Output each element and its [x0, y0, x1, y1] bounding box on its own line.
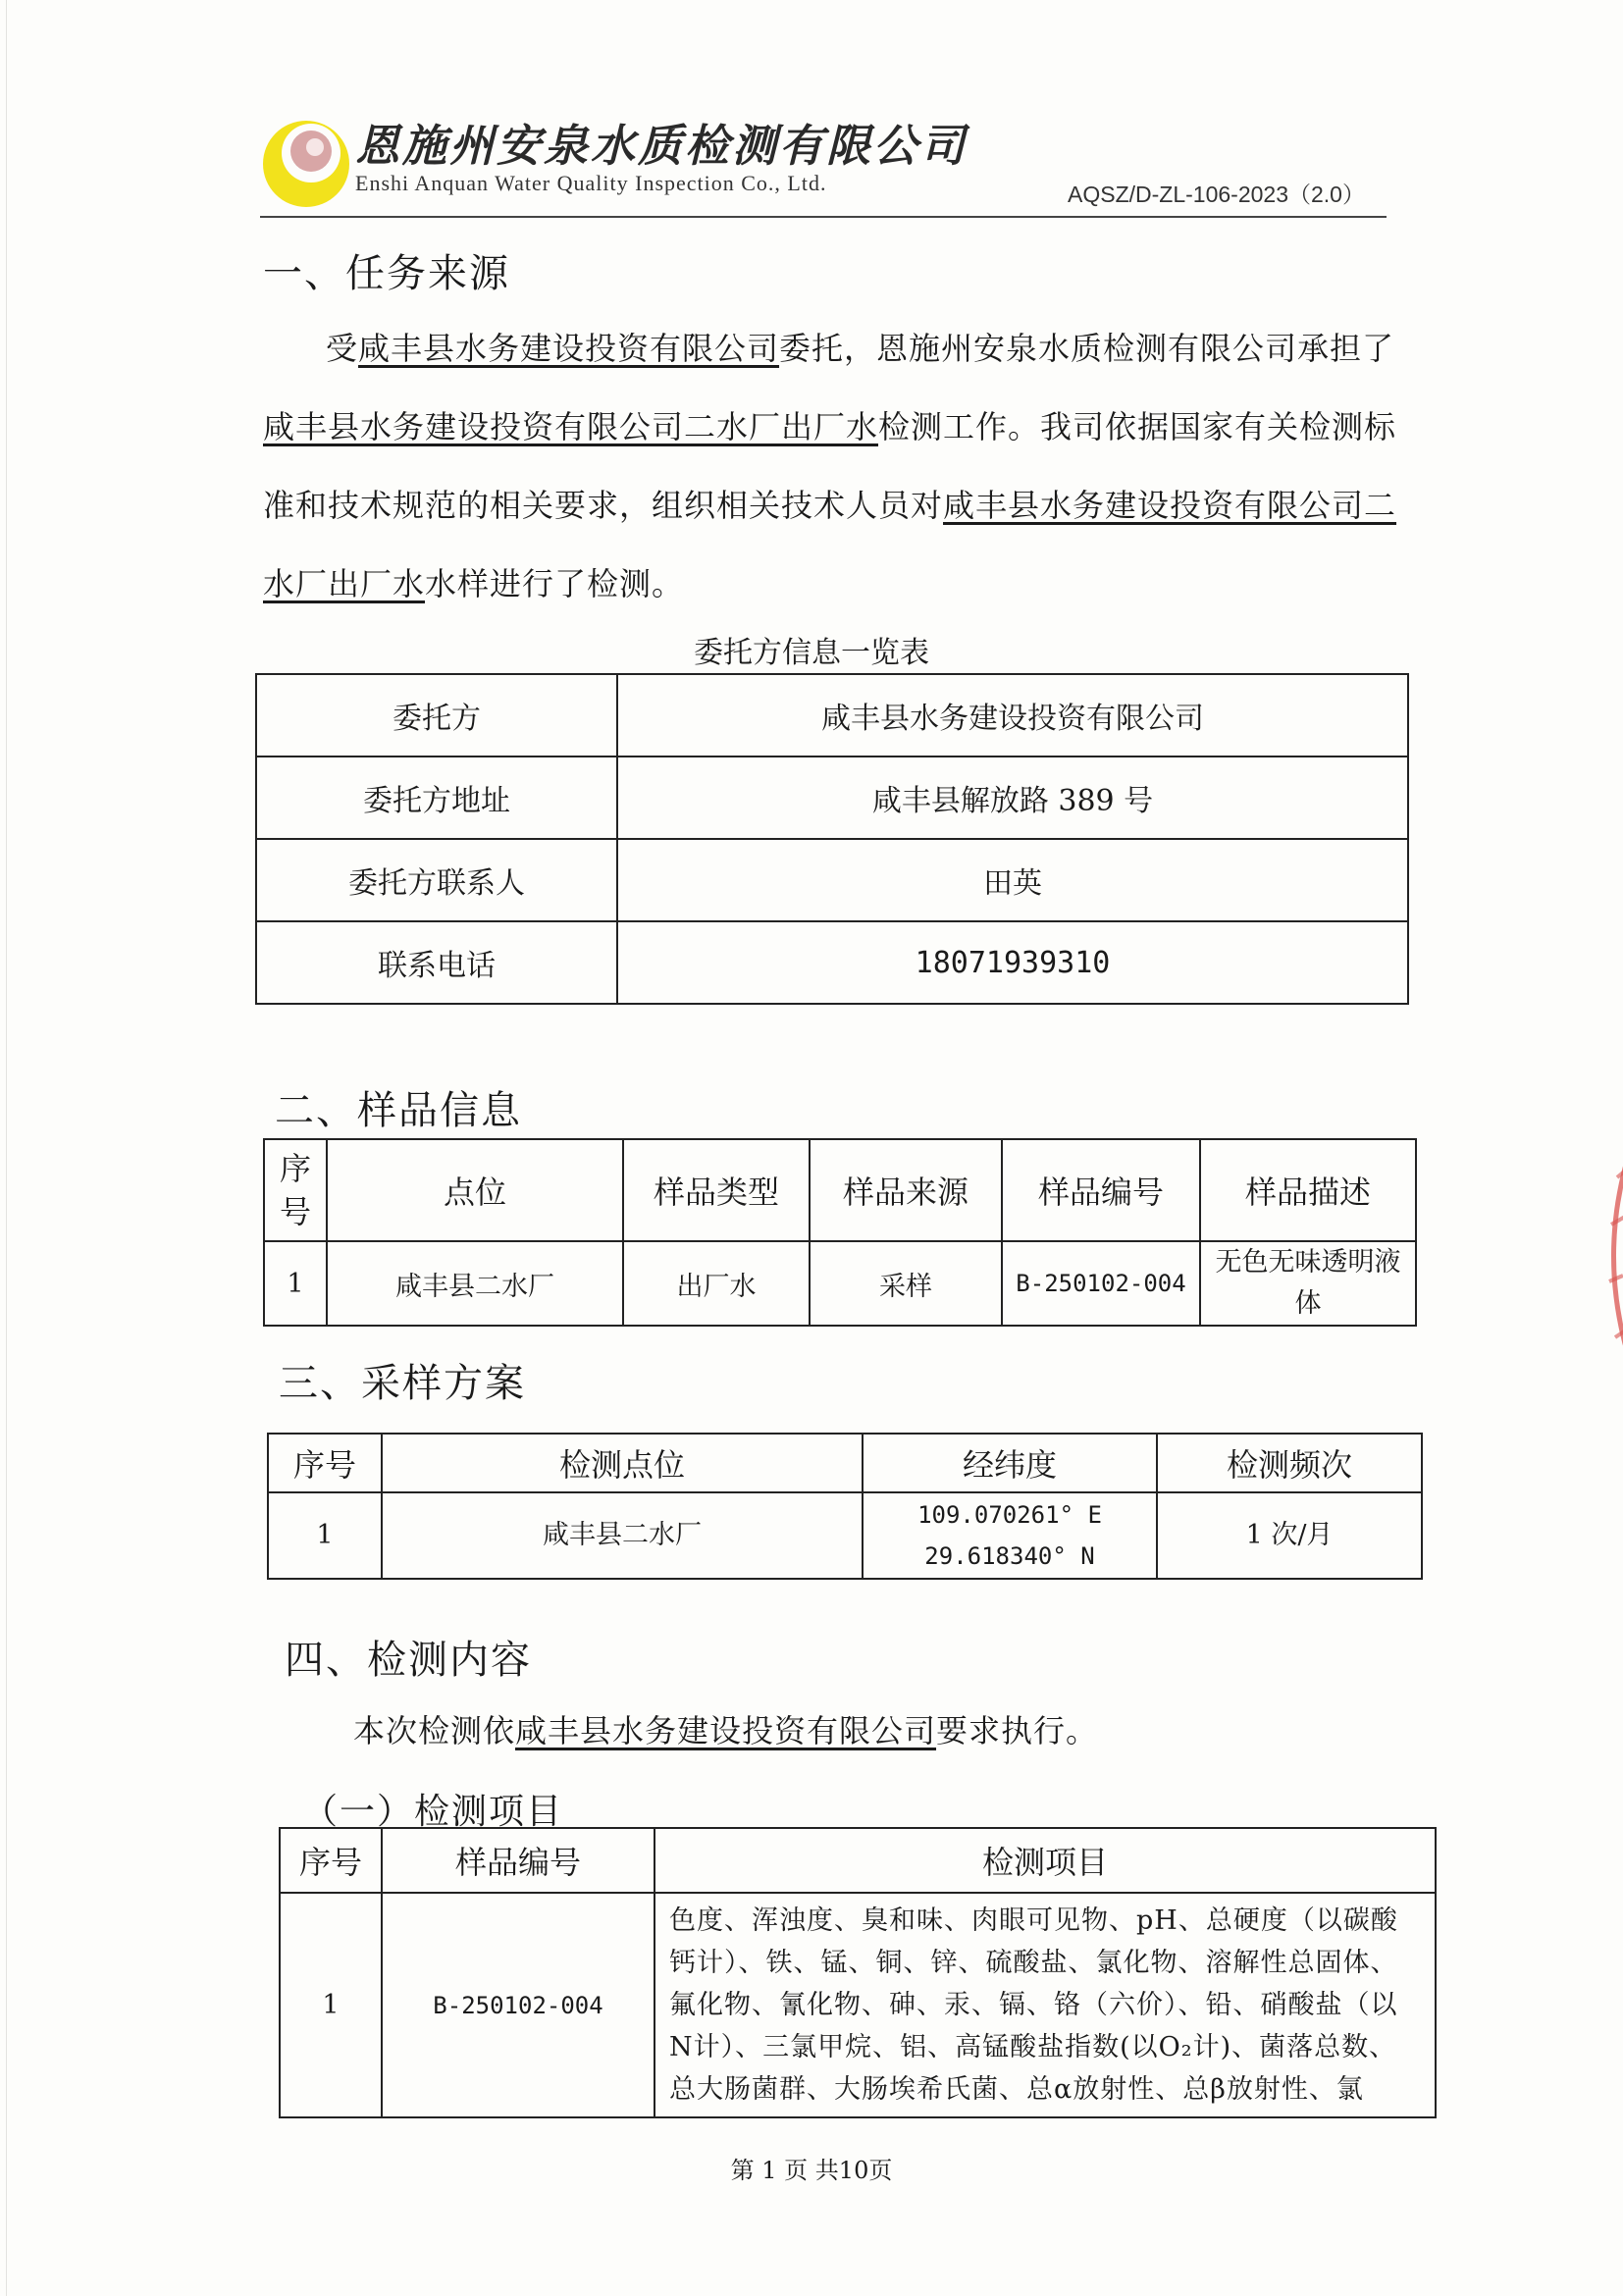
cell-site: 咸丰县二水厂: [327, 1241, 623, 1326]
cell-sample-id: B-250102-004: [1002, 1241, 1200, 1326]
document-code: AQSZ/D-ZL-106-2023（2.0）: [1068, 182, 1365, 207]
longitude: 109.070261° E: [917, 1501, 1102, 1529]
company-name-cn: 恩施州安泉水质检测有限公司: [355, 120, 969, 172]
table-row: [256, 921, 1408, 1004]
client-info-table: [255, 673, 1409, 1005]
red-seal-stamp: [1582, 1128, 1623, 1383]
page-footer: 第 1 页 共10页: [730, 2157, 893, 2184]
company-name-en: Enshi Anquan Water Quality Inspection Co., Ltd.: [355, 171, 827, 195]
section-heading-sample-info: 二、样品信息: [275, 1088, 522, 1133]
column-header: 检测频次: [1157, 1434, 1422, 1492]
cell-coordinates: [863, 1492, 1157, 1579]
text: 水样进行了检测。: [425, 565, 685, 602]
column-header: 点位: [327, 1139, 623, 1241]
column-header: 经纬度: [863, 1434, 1157, 1492]
table-header-row: [280, 1828, 1436, 1893]
sample-target-underlined: 咸丰县水务建设投资有限公司二水厂出厂水: [263, 487, 1397, 602]
table-row: [256, 757, 1408, 839]
sampling-plan-table: [267, 1433, 1423, 1580]
column-header: 样品类型: [623, 1139, 810, 1241]
table-row: [256, 839, 1408, 921]
table-value: 田英: [617, 839, 1408, 921]
column-header: 序号: [280, 1828, 382, 1893]
sub-heading-test-items: （一）检测项目: [302, 1792, 564, 1832]
test-items-table: [279, 1827, 1437, 2118]
text: 本次检测依: [353, 1712, 516, 1749]
header-divider: [260, 216, 1387, 218]
client-name-underlined: 咸丰县水务建设投资有限公司: [515, 1712, 937, 1749]
column-header: 检测项目: [654, 1828, 1436, 1893]
column-header: 序号: [268, 1434, 382, 1492]
text: 要求执行。: [936, 1712, 1099, 1749]
client-table-caption: 委托方信息一览表: [694, 636, 929, 670]
task-source-paragraph: [263, 309, 1401, 623]
column-header: 检测点位: [382, 1434, 863, 1492]
cell-description: 无色无味透明液体: [1200, 1241, 1416, 1326]
table-header-row: [268, 1434, 1422, 1492]
table-value: 18071939310: [617, 921, 1408, 1004]
text: 检测工作。我司依据国家有关检测标准和技术规范的相关要求，组织相关技术人员对: [263, 408, 1397, 524]
text: 委托，恩施州安泉水质检测有限公司承担了: [779, 330, 1395, 367]
table-row: [256, 674, 1408, 757]
table-value: 咸丰县水务建设投资有限公司: [617, 674, 1408, 757]
section-heading-sampling-plan: 三、采样方案: [279, 1361, 526, 1406]
cell-frequency: 1 次/月: [1157, 1492, 1422, 1579]
cell-no: 1: [280, 1893, 382, 2117]
table-header-row: [264, 1139, 1416, 1241]
cell-no: 1: [264, 1241, 327, 1326]
latitude: 29.618340° N: [924, 1542, 1095, 1570]
cell-source: 采样: [810, 1241, 1002, 1326]
project-name-underlined: 咸丰县水务建设投资有限公司二水厂出厂水: [263, 408, 879, 445]
table-label: 委托方: [256, 674, 617, 757]
table-row: [280, 1893, 1436, 2117]
table-label: 联系电话: [256, 921, 617, 1004]
table-label: 委托方地址: [256, 757, 617, 839]
test-content-paragraph: [353, 1692, 1492, 1770]
page-edge: [6, 0, 7, 2296]
column-header: 序号: [264, 1139, 327, 1241]
section-heading-test-content: 四、检测内容: [285, 1638, 532, 1683]
table-value: 咸丰县解放路 389 号: [617, 757, 1408, 839]
client-name-underlined: 咸丰县水务建设投资有限公司: [358, 330, 780, 367]
sample-info-table: [263, 1138, 1417, 1327]
cell-test-items: 色度、浑浊度、臭和味、肉眼可见物、pH、总硬度（以碳酸钙计）、铁、锰、铜、锌、硫酸盐、氯化物、溶解性总固体、氟化物、氰化物、砷、汞、镉、铬（六价）、铅、硝酸盐（以N计）、三氯甲烷、铝、高锰酸盐指数(以O₂计)、菌落总数、总大肠菌群、大肠埃希氏菌、总α放射性、总β放射性、氯: [654, 1893, 1436, 2117]
column-header: 样品编号: [1002, 1139, 1200, 1241]
table-row: [268, 1492, 1422, 1579]
table-label: 委托方联系人: [256, 839, 617, 921]
cell-no: 1: [268, 1492, 382, 1579]
section-heading-task-source: 一、任务来源: [263, 251, 510, 296]
cell-site: 咸丰县二水厂: [382, 1492, 863, 1579]
table-row: [264, 1241, 1416, 1326]
column-header: 样品编号: [382, 1828, 654, 1893]
column-header: 样品来源: [810, 1139, 1002, 1241]
cell-sample-id: B-250102-004: [382, 1893, 654, 2117]
column-header: 样品描述: [1200, 1139, 1416, 1241]
text: 受: [326, 330, 359, 367]
cell-type: 出厂水: [623, 1241, 810, 1326]
company-logo: [260, 118, 353, 211]
